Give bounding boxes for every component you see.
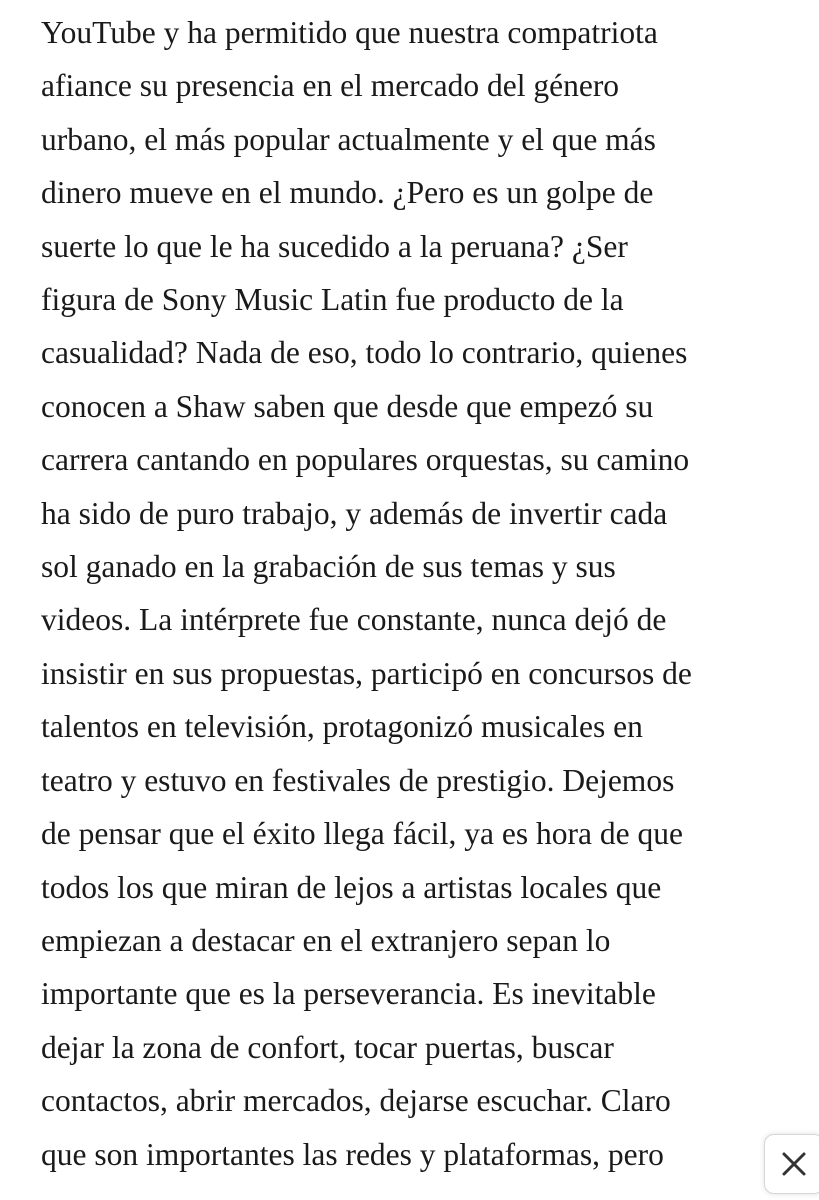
article-line: afiance su presencia en el mercado del género — [41, 68, 620, 104]
article-line: dejar la zona de confort, tocar puertas, buscar — [41, 1029, 614, 1065]
article-body — [41, 6, 801, 1181]
article-line: importante que es la perseverancia. Es inevitable — [41, 976, 656, 1012]
article-line: todos los que miran de lejos a artistas locales que — [41, 869, 662, 905]
article-line: talentos en televisión, protagonizó musicales en — [41, 709, 643, 745]
article-line: empiezan a destacar en el extranjero sepan lo — [41, 922, 611, 958]
article-line: dinero mueve en el mundo. ¿Pero es un golpe de — [41, 175, 654, 211]
article-line: carrera cantando en populares orquestas, su camino — [41, 442, 690, 478]
article-line: que son importantes las redes y plataformas, pero — [41, 1136, 664, 1172]
article-line: insistir en sus propuestas, participó en concursos de — [41, 655, 692, 691]
close-button[interactable] — [764, 1134, 819, 1194]
article-line: teatro y estuvo en festivales de prestigio. Dejemos — [41, 762, 675, 798]
article-line: de pensar que el éxito llega fácil, ya es hora de que — [41, 816, 683, 852]
article-line: figura de Sony Music Latin fue producto de la — [41, 282, 624, 318]
article-line: urbano, el más popular actualmente y el que más — [41, 121, 656, 157]
article-line: sol ganado en la grabación de sus temas y sus — [41, 549, 616, 585]
article-line: contactos, abrir mercados, dejarse escuchar. Claro — [41, 1083, 671, 1119]
article-line: conocen a Shaw saben que desde que empezó su — [41, 388, 654, 424]
article-line: suerte lo que le ha sucedido a la peruana? ¿Ser — [41, 228, 628, 264]
article-line: ha sido de puro trabajo, y además de invertir cada — [41, 495, 668, 531]
article-line: YouTube y ha permitido que nuestra compatriota — [41, 15, 658, 50]
article-line: videos. La intérprete fue constante, nunca dejó de — [41, 602, 667, 638]
article-line: casualidad? Nada de eso, todo lo contrario, quienes — [41, 335, 688, 371]
close-icon — [781, 1151, 807, 1177]
